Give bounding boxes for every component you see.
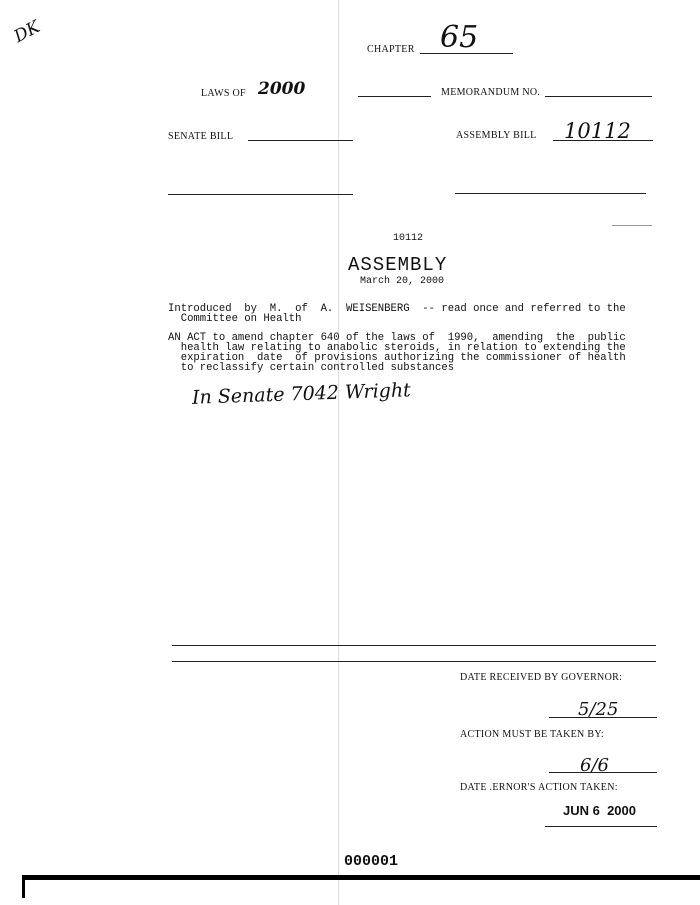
corner-initials: DK — [10, 16, 44, 48]
introduced-line-2: Committee on Health — [168, 313, 302, 325]
chapter-number: 65 — [440, 20, 479, 55]
handwritten-senate-note: In Senate 7042 Wright — [191, 379, 412, 409]
laws-year: 2000 — [258, 79, 306, 99]
blank-line-right-short — [612, 225, 652, 226]
date-received-label: DATE RECEIVED BY GOVERNOR: — [460, 672, 623, 683]
action-must-label: ACTION MUST BE TAKEN BY: — [460, 729, 605, 740]
memorandum-label: MEMORANDUM NO. — [441, 87, 541, 98]
laws-label: LAWS OF — [201, 88, 246, 99]
separator-line-2 — [172, 661, 656, 662]
bottom-scan-edge — [22, 880, 25, 898]
assembly-bill-number: 10112 — [564, 119, 631, 143]
date-received-line — [549, 717, 657, 718]
page-number: 000001 — [344, 853, 399, 870]
blank-line-left — [168, 194, 353, 195]
date-received-value: 5/25 — [578, 699, 619, 720]
act-line-1: AN ACT to amend chapter 640 of the laws of 1990, amending the public — [168, 332, 626, 344]
act-line-4: to reclassify certain controlled substances — [168, 362, 455, 374]
blank-line-right — [455, 193, 646, 194]
introduced-line-1: Introduced by M. of A. WEISENBERG -- read once and referred to the — [168, 303, 626, 315]
assembly-bill-line — [553, 140, 653, 141]
senate-bill-line — [248, 140, 353, 141]
separator-line-1 — [172, 645, 656, 646]
bottom-scan-border — [22, 875, 700, 880]
action-taken-line — [545, 826, 657, 827]
act-line-2: health law relating to anabolic steroids, in relation to extending the — [168, 342, 626, 354]
scan-line — [338, 0, 339, 905]
senate-bill-label: SENATE BILL — [168, 131, 234, 142]
chapter-label: CHAPTER — [367, 44, 415, 55]
house-title: ASSEMBLY — [348, 254, 448, 276]
memorandum-line — [545, 96, 652, 97]
bill-number: 10112 — [393, 233, 424, 244]
act-line-3: expiration date of provisions authorizing the commissioner of health — [168, 352, 626, 364]
laws-line — [358, 96, 431, 97]
assembly-bill-label: ASSEMBLY BILL — [456, 130, 537, 141]
action-taken-label: DATE .ERNOR'S ACTION TAKEN: — [460, 782, 618, 793]
action-must-value: 6/6 — [580, 755, 609, 776]
chapter-line — [420, 53, 513, 54]
action-taken-stamp: JUN 6 2000 — [563, 803, 636, 818]
action-must-line — [549, 772, 657, 773]
bill-date: March 20, 2000 — [360, 276, 445, 287]
